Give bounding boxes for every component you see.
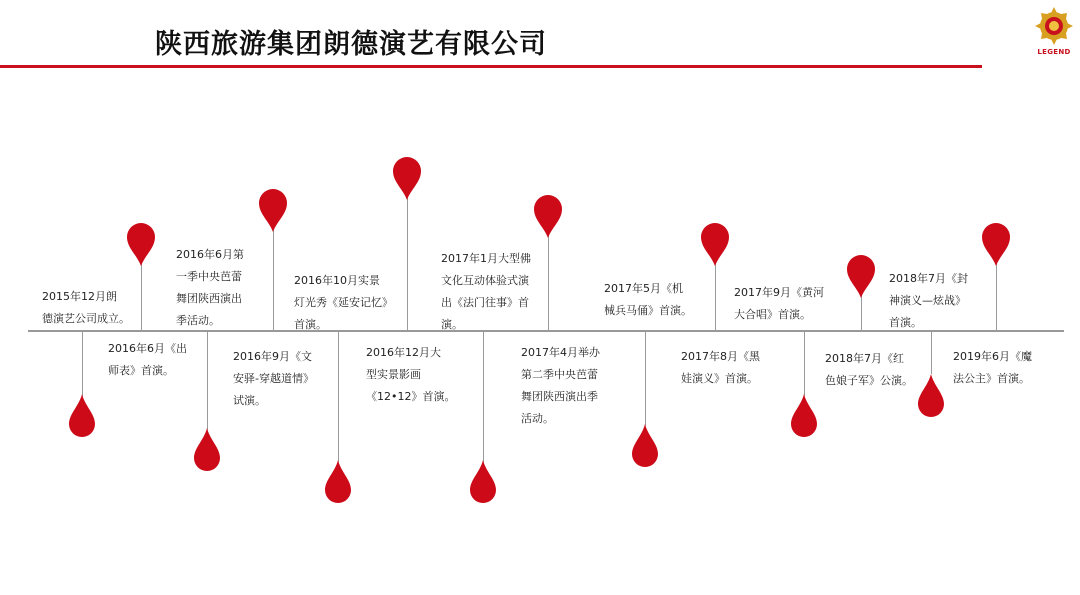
drop-icon bbox=[631, 424, 659, 468]
drop-stem bbox=[483, 332, 484, 462]
event-line: 一季中央芭蕾 bbox=[176, 270, 242, 283]
event-line: 师表》首演。 bbox=[108, 364, 174, 377]
event-line: 舞团陕西演出 bbox=[176, 292, 242, 305]
pin-stem bbox=[996, 262, 997, 330]
event-line: 2019年6月《魔 bbox=[953, 350, 1032, 363]
event-line: 型实景影画 bbox=[366, 368, 421, 381]
map-pin-icon bbox=[392, 156, 422, 200]
timeline-event bbox=[294, 270, 393, 336]
pin-stem bbox=[715, 262, 716, 330]
drop-stem bbox=[207, 332, 208, 430]
timeline-event bbox=[441, 248, 531, 336]
map-pin-icon bbox=[700, 222, 730, 266]
map-pin-icon bbox=[846, 254, 876, 298]
timeline-event bbox=[825, 348, 913, 392]
map-pin-icon bbox=[258, 188, 288, 232]
event-line: 首演。 bbox=[889, 316, 922, 329]
map-pin-icon bbox=[126, 222, 156, 266]
timeline-event bbox=[604, 278, 692, 322]
event-line: 2018年7月《封 bbox=[889, 272, 968, 285]
drop-stem bbox=[931, 332, 932, 374]
event-line: 2015年12月朗 bbox=[42, 290, 117, 303]
drop-icon bbox=[193, 428, 221, 472]
event-line: 舞团陕西演出季 bbox=[521, 390, 598, 403]
logo-wordmark: LEGEND bbox=[1037, 48, 1071, 56]
event-line: 2016年9月《文 bbox=[233, 350, 312, 363]
event-line: 安驿-穿越道情》 bbox=[233, 372, 314, 385]
timeline-event bbox=[953, 346, 1032, 390]
event-line: 灯光秀《延安记忆》 bbox=[294, 296, 393, 309]
event-line: 首演。 bbox=[294, 318, 327, 331]
event-line: 德演艺公司成立。 bbox=[42, 312, 130, 325]
pin-stem bbox=[407, 196, 408, 330]
pin-stem bbox=[548, 234, 549, 330]
drop-icon bbox=[469, 460, 497, 504]
event-line: 2017年9月《黄河 bbox=[734, 286, 824, 299]
drop-stem bbox=[804, 332, 805, 396]
event-line: 出《法门往事》首 bbox=[441, 296, 529, 309]
timeline-event bbox=[681, 346, 760, 390]
event-line: 2017年5月《机 bbox=[604, 282, 683, 295]
map-pin-icon bbox=[981, 222, 1011, 266]
event-line: 季活动。 bbox=[176, 314, 220, 327]
event-line: 文化互动体验式演 bbox=[441, 274, 529, 287]
event-line: 械兵马俑》首演。 bbox=[604, 304, 692, 317]
event-line: 法公主》首演。 bbox=[953, 372, 1030, 385]
event-line: 2017年8月《黑 bbox=[681, 350, 760, 363]
event-line: 2017年1月大型佛 bbox=[441, 252, 531, 265]
timeline-event bbox=[42, 286, 130, 330]
drop-stem bbox=[338, 332, 339, 462]
pin-stem bbox=[141, 262, 142, 330]
event-line: 2018年7月《红 bbox=[825, 352, 904, 365]
timeline-event bbox=[521, 342, 600, 430]
timeline-event bbox=[734, 282, 824, 326]
timeline-event bbox=[176, 244, 244, 332]
event-line: 第二季中央芭蕾 bbox=[521, 368, 598, 381]
timeline-event bbox=[233, 346, 314, 412]
event-line: 2016年12月大 bbox=[366, 346, 441, 359]
timeline-event bbox=[108, 338, 187, 382]
pin-stem bbox=[273, 228, 274, 330]
event-line: 色娘子军》公演。 bbox=[825, 374, 913, 387]
drop-stem bbox=[645, 332, 646, 426]
drop-icon bbox=[790, 394, 818, 438]
event-line: 演。 bbox=[441, 318, 463, 331]
drop-icon bbox=[68, 394, 96, 438]
event-line: 神演义—炫战》 bbox=[889, 294, 966, 307]
map-pin-icon bbox=[533, 194, 563, 238]
drop-icon bbox=[324, 460, 352, 504]
event-line: 2017年4月举办 bbox=[521, 346, 600, 359]
event-line: 活动。 bbox=[521, 412, 554, 425]
timeline-event bbox=[889, 268, 968, 334]
drop-icon bbox=[917, 374, 945, 418]
event-line: 娃演义》首演。 bbox=[681, 372, 758, 385]
event-line: 试演。 bbox=[233, 394, 266, 407]
event-line: 2016年6月第 bbox=[176, 248, 244, 261]
event-line: 《12•12》首演。 bbox=[366, 390, 456, 403]
drop-stem bbox=[82, 332, 83, 396]
event-line: 2016年6月《出 bbox=[108, 342, 187, 355]
event-line: 2016年10月实景 bbox=[294, 274, 380, 287]
title-divider bbox=[0, 65, 982, 68]
page-title: 陕西旅游集团朗德演艺有限公司 bbox=[155, 29, 547, 60]
timeline-event bbox=[366, 342, 455, 408]
event-line: 大合唱》首演。 bbox=[734, 308, 811, 321]
